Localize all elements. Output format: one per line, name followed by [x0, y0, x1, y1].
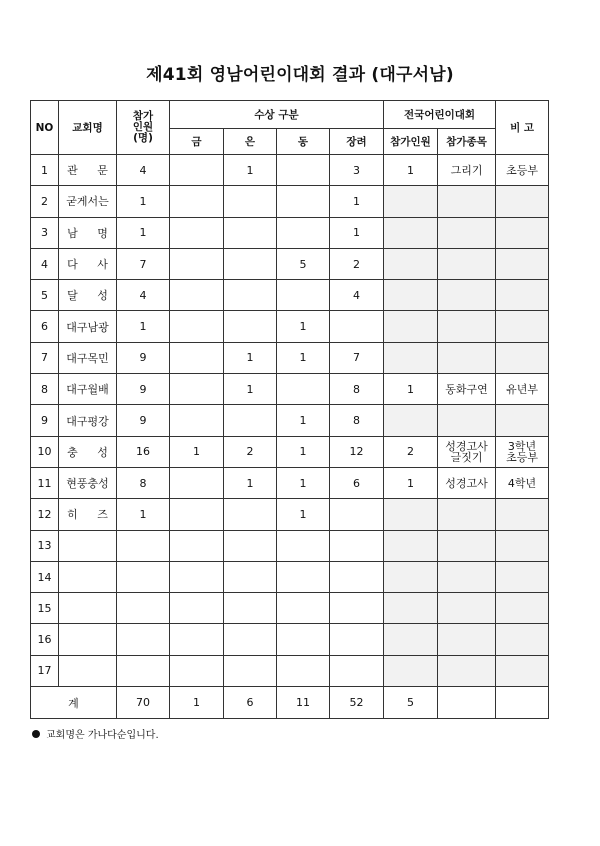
table-row	[31, 342, 549, 373]
cell-nat-participants	[384, 248, 438, 279]
cell-encourage: 1	[330, 186, 384, 217]
footnote-text: 교회명은 가나다순입니다.	[46, 730, 159, 741]
table-row	[31, 405, 549, 436]
cell-remarks	[496, 405, 549, 436]
cell-church: 남 명	[59, 217, 117, 248]
table-row	[31, 374, 549, 405]
cell-nat-participants	[384, 530, 438, 561]
total-encourage: 52	[330, 687, 384, 719]
cell-bronze: 5	[277, 248, 330, 279]
cell-participants	[117, 655, 170, 686]
cell-no: 7	[31, 342, 59, 373]
cell-gold	[170, 374, 224, 405]
table-row	[31, 530, 549, 561]
cell-silver	[224, 593, 277, 624]
cell-bronze	[277, 655, 330, 686]
cell-nat-events	[438, 405, 496, 436]
cell-silver	[224, 186, 277, 217]
cell-nat-participants	[384, 499, 438, 530]
cell-silver	[224, 405, 277, 436]
cell-nat-events: 그리기	[438, 155, 496, 186]
cell-silver	[224, 280, 277, 311]
cell-encourage: 8	[330, 405, 384, 436]
cell-silver: 1	[224, 467, 277, 498]
cell-gold	[170, 217, 224, 248]
cell-nat-participants	[384, 342, 438, 373]
cell-church: 굳게서는	[59, 186, 117, 217]
cell-nat-participants	[384, 311, 438, 342]
cell-silver: 1	[224, 155, 277, 186]
cell-church	[59, 624, 117, 655]
cell-no: 5	[31, 280, 59, 311]
cell-participants: 9	[117, 342, 170, 373]
cell-bronze	[277, 561, 330, 592]
cell-nat-participants	[384, 280, 438, 311]
cell-bronze: 1	[277, 467, 330, 498]
cell-remarks	[496, 624, 549, 655]
cell-participants: 7	[117, 248, 170, 279]
cell-remarks	[496, 530, 549, 561]
cell-remarks	[496, 248, 549, 279]
cell-gold	[170, 405, 224, 436]
header-remarks: 비 고	[496, 101, 549, 155]
cell-gold	[170, 499, 224, 530]
cell-church: 대구평강	[59, 405, 117, 436]
cell-encourage: 12	[330, 436, 384, 467]
cell-nat-participants	[384, 561, 438, 592]
cell-remarks: 초등부	[496, 155, 549, 186]
cell-church: 현풍충성	[59, 467, 117, 498]
table-row	[31, 655, 549, 686]
cell-bronze	[277, 155, 330, 186]
cell-church: 관 문	[59, 155, 117, 186]
cell-encourage: 6	[330, 467, 384, 498]
cell-encourage	[330, 499, 384, 530]
cell-bronze	[277, 186, 330, 217]
cell-nat-participants	[384, 655, 438, 686]
cell-no: 3	[31, 217, 59, 248]
cell-silver	[224, 248, 277, 279]
cell-encourage: 8	[330, 374, 384, 405]
table-row	[31, 311, 549, 342]
cell-church: 대구목민	[59, 342, 117, 373]
cell-remarks	[496, 561, 549, 592]
cell-nat-participants: 1	[384, 374, 438, 405]
header-participants	[117, 101, 170, 155]
cell-participants: 1	[117, 186, 170, 217]
header-nat-events: 참가종목	[438, 129, 496, 155]
cell-gold	[170, 280, 224, 311]
cell-gold	[170, 467, 224, 498]
cell-remarks: 유년부	[496, 374, 549, 405]
cell-silver	[224, 655, 277, 686]
cell-nat-events	[438, 530, 496, 561]
cell-church: 대구월배	[59, 374, 117, 405]
table-row	[31, 280, 549, 311]
cell-no: 16	[31, 624, 59, 655]
cell-nat-events	[438, 499, 496, 530]
cell-gold	[170, 155, 224, 186]
cell-nat-participants	[384, 593, 438, 624]
cell-participants	[117, 530, 170, 561]
cell-bronze	[277, 217, 330, 248]
total-row	[31, 687, 549, 719]
cell-no: 6	[31, 311, 59, 342]
cell-bronze: 1	[277, 499, 330, 530]
cell-church	[59, 655, 117, 686]
cell-church: 다 사	[59, 248, 117, 279]
table-row	[31, 436, 549, 467]
cell-participants: 1	[117, 217, 170, 248]
cell-nat-participants	[384, 624, 438, 655]
cell-gold	[170, 186, 224, 217]
table-row	[31, 561, 549, 592]
cell-participants: 16	[117, 436, 170, 467]
cell-participants: 1	[117, 499, 170, 530]
bullet-icon	[32, 730, 40, 738]
cell-silver: 1	[224, 342, 277, 373]
cell-no: 17	[31, 655, 59, 686]
cell-gold	[170, 342, 224, 373]
header-gold: 금	[170, 129, 224, 155]
cell-church: 대구남광	[59, 311, 117, 342]
cell-encourage	[330, 561, 384, 592]
cell-participants: 9	[117, 374, 170, 405]
total-nat-events	[438, 687, 496, 719]
cell-remarks: 3학년 초등부	[496, 436, 549, 467]
cell-bronze	[277, 280, 330, 311]
cell-nat-events: 성경고사	[438, 467, 496, 498]
footnote	[32, 726, 159, 741]
total-participants: 70	[117, 687, 170, 719]
cell-nat-participants: 1	[384, 155, 438, 186]
header-encourage: 장려	[330, 129, 384, 155]
cell-encourage: 4	[330, 280, 384, 311]
cell-encourage	[330, 311, 384, 342]
cell-encourage	[330, 530, 384, 561]
cell-no: 10	[31, 436, 59, 467]
cell-bronze	[277, 530, 330, 561]
cell-nat-participants: 2	[384, 436, 438, 467]
cell-no: 15	[31, 593, 59, 624]
cell-participants: 8	[117, 467, 170, 498]
cell-silver: 2	[224, 436, 277, 467]
cell-no: 13	[31, 530, 59, 561]
cell-silver	[224, 311, 277, 342]
cell-nat-events	[438, 217, 496, 248]
cell-encourage	[330, 624, 384, 655]
table-row	[31, 467, 549, 498]
cell-encourage	[330, 593, 384, 624]
cell-gold	[170, 655, 224, 686]
total-bronze: 11	[277, 687, 330, 719]
cell-nat-participants	[384, 405, 438, 436]
total-gold: 1	[170, 687, 224, 719]
cell-nat-events	[438, 655, 496, 686]
cell-nat-participants	[384, 217, 438, 248]
cell-no: 12	[31, 499, 59, 530]
cell-bronze: 1	[277, 342, 330, 373]
cell-encourage: 7	[330, 342, 384, 373]
header-row-1	[31, 101, 549, 129]
cell-nat-events: 동화구연	[438, 374, 496, 405]
header-church: 교회명	[59, 101, 117, 155]
cell-remarks: 4학년	[496, 467, 549, 498]
cell-silver	[224, 561, 277, 592]
total-nat-participants: 5	[384, 687, 438, 719]
cell-nat-events	[438, 342, 496, 373]
cell-nat-events	[438, 593, 496, 624]
cell-remarks	[496, 311, 549, 342]
table-row	[31, 248, 549, 279]
cell-nat-events	[438, 280, 496, 311]
cell-church	[59, 561, 117, 592]
header-silver: 은	[224, 129, 277, 155]
cell-encourage: 1	[330, 217, 384, 248]
cell-church	[59, 593, 117, 624]
cell-gold	[170, 530, 224, 561]
cell-nat-events	[438, 561, 496, 592]
header-no: NO	[31, 101, 59, 155]
cell-encourage	[330, 655, 384, 686]
cell-participants: 4	[117, 280, 170, 311]
cell-silver: 1	[224, 374, 277, 405]
cell-no: 9	[31, 405, 59, 436]
cell-bronze	[277, 374, 330, 405]
cell-remarks	[496, 499, 549, 530]
header-participants-text: 참가 인원 (명)	[132, 110, 154, 144]
cell-silver	[224, 499, 277, 530]
cell-no: 2	[31, 186, 59, 217]
cell-gold: 1	[170, 436, 224, 467]
cell-church: 달 성	[59, 280, 117, 311]
cell-participants: 1	[117, 311, 170, 342]
table-row	[31, 186, 549, 217]
cell-no: 1	[31, 155, 59, 186]
header-award-group: 수상 구분	[170, 101, 384, 129]
cell-nat-events	[438, 248, 496, 279]
cell-encourage: 3	[330, 155, 384, 186]
cell-remarks	[496, 342, 549, 373]
cell-nat-events: 성경고사 글짓기	[438, 436, 496, 467]
cell-gold	[170, 624, 224, 655]
table-body	[31, 155, 549, 687]
total-remarks	[496, 687, 549, 719]
cell-bronze	[277, 624, 330, 655]
table-row	[31, 499, 549, 530]
cell-bronze: 1	[277, 436, 330, 467]
cell-gold	[170, 561, 224, 592]
cell-nat-events	[438, 311, 496, 342]
cell-no: 4	[31, 248, 59, 279]
cell-no: 11	[31, 467, 59, 498]
total-silver: 6	[224, 687, 277, 719]
cell-participants	[117, 561, 170, 592]
header-bronze: 동	[277, 129, 330, 155]
cell-church: 충 성	[59, 436, 117, 467]
cell-participants: 4	[117, 155, 170, 186]
cell-remarks	[496, 186, 549, 217]
cell-bronze: 1	[277, 311, 330, 342]
cell-nat-events	[438, 624, 496, 655]
cell-no: 14	[31, 561, 59, 592]
cell-nat-events	[438, 186, 496, 217]
cell-church: 히 즈	[59, 499, 117, 530]
cell-bronze: 1	[277, 405, 330, 436]
cell-no: 8	[31, 374, 59, 405]
cell-silver	[224, 624, 277, 655]
cell-participants: 9	[117, 405, 170, 436]
cell-participants	[117, 624, 170, 655]
cell-gold	[170, 248, 224, 279]
cell-remarks	[496, 655, 549, 686]
cell-gold	[170, 593, 224, 624]
cell-remarks	[496, 593, 549, 624]
cell-nat-participants	[384, 186, 438, 217]
cell-remarks	[496, 217, 549, 248]
cell-remarks	[496, 280, 549, 311]
table-row	[31, 155, 549, 186]
cell-silver	[224, 217, 277, 248]
cell-bronze	[277, 593, 330, 624]
cell-church	[59, 530, 117, 561]
table-row	[31, 593, 549, 624]
cell-silver	[224, 530, 277, 561]
cell-nat-participants: 1	[384, 467, 438, 498]
table-row	[31, 624, 549, 655]
header-nat-participants: 참가인원	[384, 129, 438, 155]
total-label: 계	[31, 687, 117, 719]
results-table	[30, 100, 549, 719]
page-title: 제41회 영남어린이대회 결과 (대구서남)	[146, 65, 454, 85]
table-row	[31, 217, 549, 248]
header-national-group: 전국어린이대회	[384, 101, 496, 129]
cell-encourage: 2	[330, 248, 384, 279]
cell-participants	[117, 593, 170, 624]
cell-gold	[170, 311, 224, 342]
